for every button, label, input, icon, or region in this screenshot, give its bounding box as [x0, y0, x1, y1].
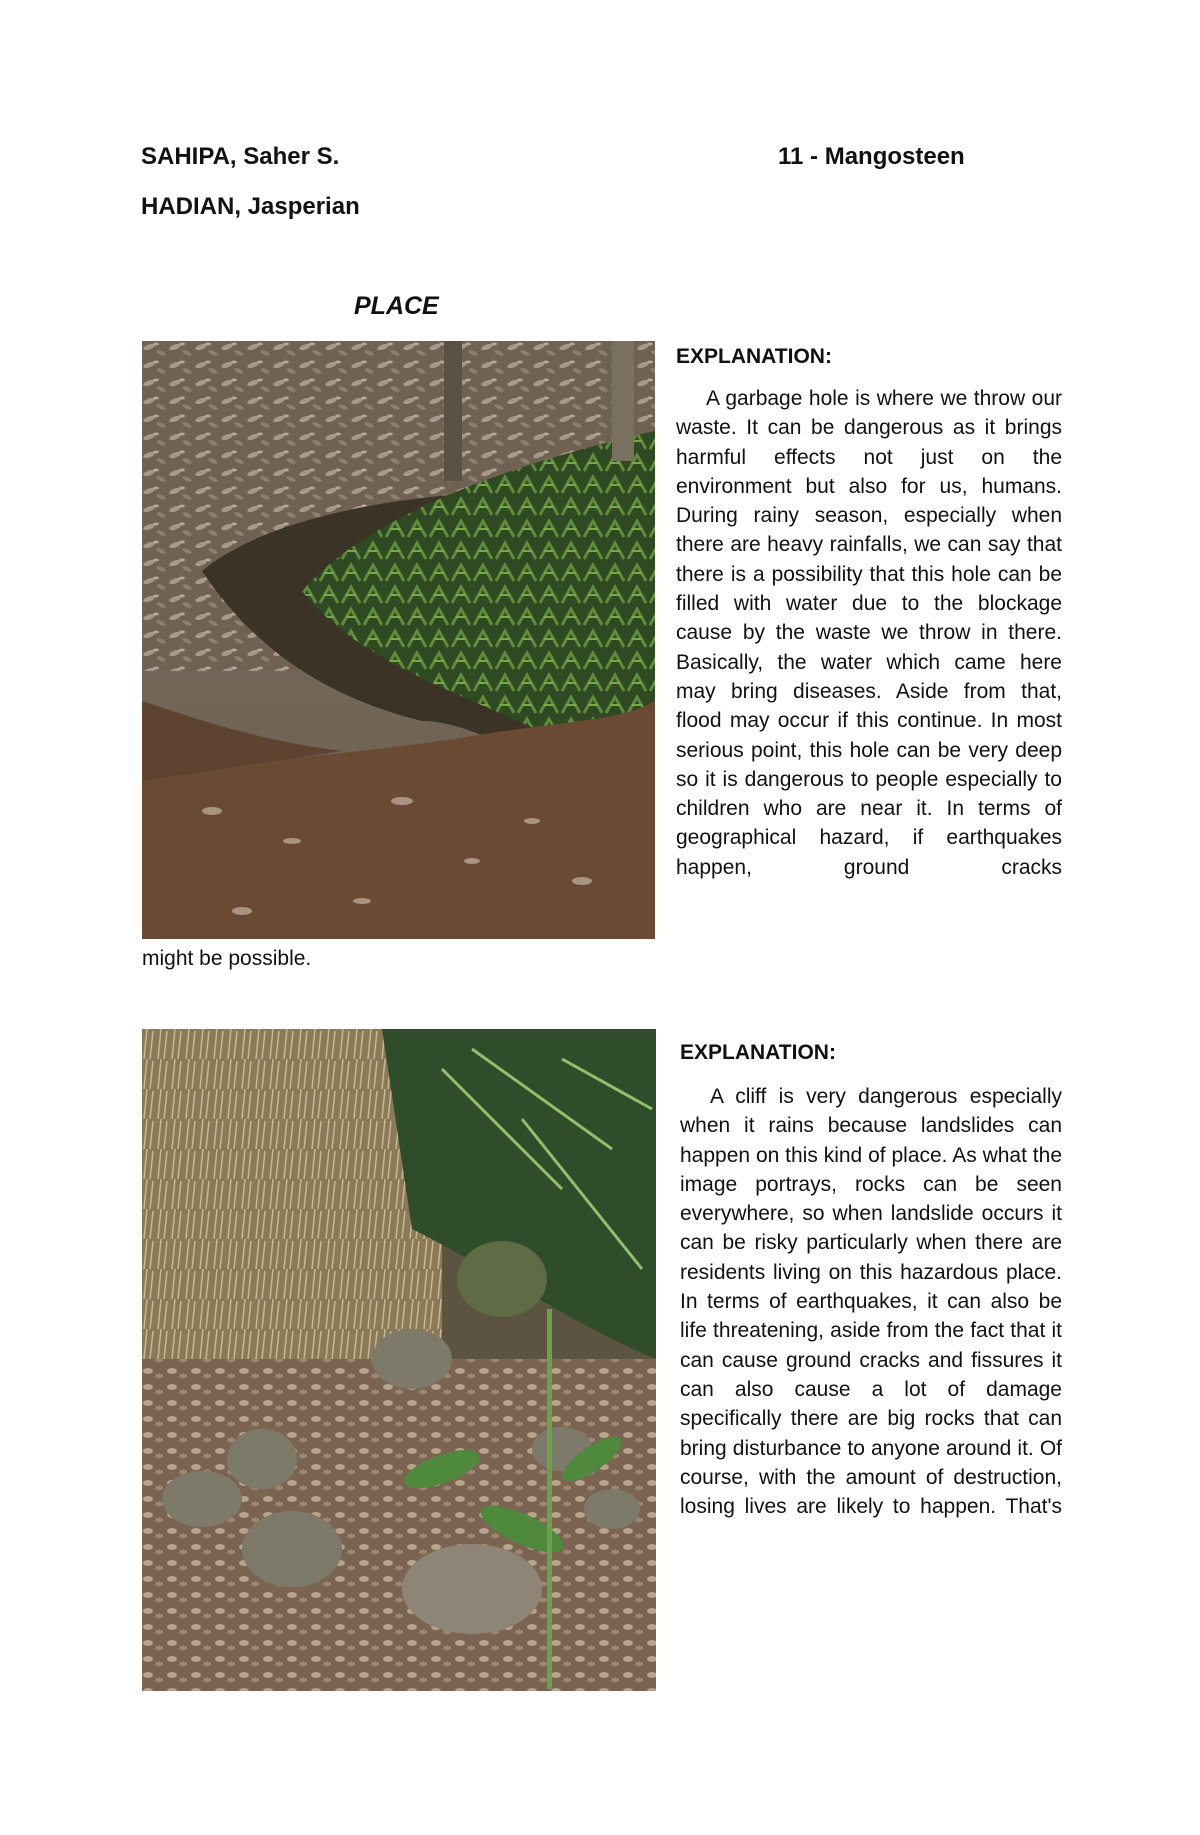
explanation-text-1	[676, 384, 1062, 882]
explanation-title-2: EXPLANATION:	[680, 1041, 836, 1064]
rocky-cliff-photo	[142, 1029, 656, 1691]
explanation-title-1: EXPLANATION:	[676, 345, 832, 368]
explanation-text-1-content: A garbage hole is where we throw our waste. It can be dangerous as it brings harmful effects not just on the environment but also for us, humans. During rainy season, especially when there are heavy rainfalls, we can say that there is a possibility that this hole can be filled with water due to the blockage cause by the waste we throw in there. Basically, the water which came here may bring diseases. Aside from that, flood may occur if this continue. In most serious point, this hole can be very deep so it is dangerous to people especially to children who are near it. In terms of geographical hazard, if earthquakes happen, ground cracks	[676, 387, 1062, 879]
explanation-continuation-1: might be possible.	[142, 947, 312, 970]
author-name-1: SAHIPA, Saher S.	[141, 143, 340, 170]
section-label: 11 - Mangosteen	[778, 143, 965, 170]
explanation-text-2	[680, 1082, 1062, 1521]
explanation-text-2-content: A cliff is very dangerous especially when it rains because landslides can happen on this kind of place. As what the image portrays, rocks can be seen everywhere, so when landslide occurs it can be risky particularly when there are residents living on this hazardous place. In terms of earthquakes, it can also be life threatening, aside from the fact that it can cause ground cracks and fissures it can also cause a lot of damage specifically there are big rocks that can bring disturbance to anyone around it. Of course, with the amount of destruction, losing lives are likely to happen. That's	[680, 1085, 1062, 1519]
place-heading: PLACE	[354, 292, 439, 320]
author-name-2: HADIAN, Jasperian	[141, 193, 360, 220]
garbage-hole-photo	[142, 341, 655, 939]
